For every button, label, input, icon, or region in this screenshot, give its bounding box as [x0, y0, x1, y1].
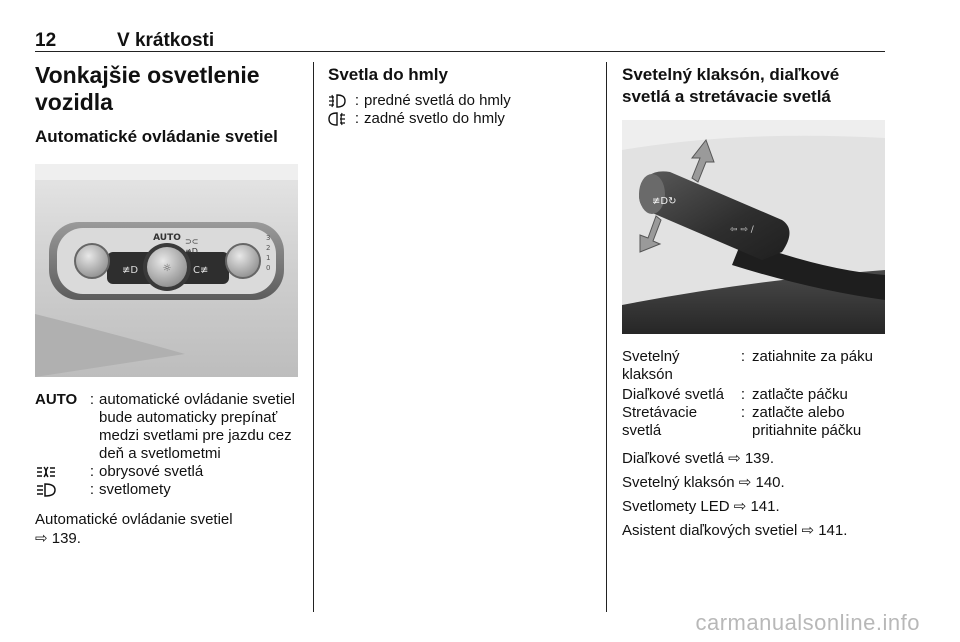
- column-exterior-lighting: [35, 62, 300, 548]
- legend-colon: :: [354, 110, 360, 127]
- photo-auto-label: AUTO: [153, 233, 181, 243]
- legend-row-headlights: [35, 481, 300, 499]
- legend-desc: zatlačte páčku: [752, 386, 848, 403]
- legend-desc: obrysové svetlá: [99, 463, 204, 480]
- svg-text:C≢: C≢: [193, 265, 209, 276]
- legend-desc: zatlačte alebo pritiahnite páčku: [752, 404, 862, 439]
- watermark: carmanualsonline.info: [695, 610, 920, 635]
- legend-row-high-beam: [622, 386, 886, 404]
- page-arrow-icon: ⇨: [728, 450, 741, 467]
- legend-row-rear-fog: [328, 110, 598, 128]
- svg-text:≢D: ≢D: [122, 265, 139, 276]
- headlights-icon: [35, 481, 85, 499]
- reference-page: 141.: [750, 498, 780, 515]
- cross-reference: [35, 510, 300, 548]
- lever-legend: [622, 348, 886, 440]
- column-headlight-flash: [622, 62, 886, 540]
- reference-text: Asistent diaľkových svetiel: [622, 522, 798, 539]
- photo-ring-label: 1: [266, 254, 271, 262]
- front-fog-icon: [328, 92, 350, 110]
- subsection-title: Automatické ovládanie svetiel: [35, 127, 278, 146]
- turn-signal-lever-photo: [622, 120, 885, 334]
- legend-colon: :: [89, 481, 95, 498]
- photo-ring-label: 0: [266, 264, 271, 272]
- header-rule: [35, 51, 885, 52]
- parking-lights-icon: [35, 463, 85, 481]
- fog-lights-legend: [328, 92, 598, 128]
- light-switch-legend: [35, 391, 300, 499]
- rear-fog-icon: [328, 110, 350, 128]
- legend-colon: :: [740, 386, 746, 403]
- column-divider-1: [313, 62, 314, 612]
- reference-page: 141.: [818, 522, 848, 539]
- running-title: V krátkosti: [117, 30, 215, 51]
- legend-desc: zadné svetlo do hmly: [364, 110, 505, 127]
- column-divider-2: [606, 62, 607, 612]
- reference-text: Svetlomety LED: [622, 498, 730, 515]
- legend-colon: :: [354, 92, 360, 109]
- photo-ring-label: 2: [266, 244, 271, 252]
- legend-desc: predné svetlá do hmly: [364, 92, 511, 109]
- legend-colon: :: [89, 391, 95, 408]
- svg-text:⊃⊂: ⊃⊂: [185, 237, 199, 246]
- subsection-title: Svetla do hmly: [328, 65, 448, 84]
- legend-colon: :: [89, 463, 95, 480]
- reference-text: Automatické ovládanie svetiel: [35, 511, 233, 528]
- column-fog-lights: [328, 62, 598, 128]
- legend-term: Diaľkové svetlá: [622, 386, 724, 403]
- page-number: 12: [35, 30, 57, 51]
- reference-page: 139.: [51, 530, 81, 547]
- legend-colon: :: [740, 348, 746, 365]
- reference-text: Svetelný klaksón: [622, 474, 735, 491]
- legend-desc: automatické ovládanie svetiel bude automaticky prepínať medzi svetlami pre jazdu cez deň a svetlometmi: [99, 391, 295, 462]
- reference-list: [622, 449, 886, 540]
- reference-text: Diaľkové svetlá: [622, 450, 724, 467]
- page-arrow-icon: ⇨: [801, 522, 815, 539]
- cross-reference: [622, 497, 886, 516]
- legend-term: Stretávacie svetlá: [622, 404, 698, 439]
- photo-ring-label: 3: [266, 234, 271, 242]
- svg-text:☼: ☼: [162, 263, 172, 274]
- svg-text:≢D: ≢D: [185, 247, 198, 256]
- cross-reference: [622, 521, 886, 540]
- page-arrow-icon: ⇨: [35, 530, 48, 547]
- legend-row-parking-lights: [35, 463, 300, 481]
- legend-row-front-fog: [328, 92, 598, 110]
- cross-reference: [622, 473, 886, 492]
- subsection-title: Svetelný klaksón, diaľkové svetlá a stretávacie svetlá: [622, 65, 840, 106]
- cross-reference: [622, 449, 886, 468]
- legend-desc: svetlomety: [99, 481, 171, 498]
- legend-term: Svetelný klaksón: [622, 348, 680, 383]
- legend-desc: zatiahnite za páku: [752, 348, 873, 365]
- legend-colon: :: [740, 404, 746, 421]
- reference-page: 140.: [755, 474, 785, 491]
- svg-text:⇦ ⇨ /: ⇦ ⇨ /: [730, 225, 754, 235]
- light-switch-photo: [35, 164, 298, 377]
- reference-page: 139.: [744, 450, 775, 467]
- page-arrow-icon: ⇨: [733, 498, 747, 515]
- page-arrow-icon: ⇨: [738, 474, 752, 491]
- legend-row-flash: [622, 348, 886, 384]
- section-title: Vonkajšie osvetlenie vozidla: [35, 62, 260, 115]
- legend-term: AUTO: [35, 391, 78, 408]
- legend-row-auto: [35, 391, 300, 463]
- page-header: [35, 30, 885, 52]
- legend-row-low-beam: [622, 404, 886, 440]
- svg-text:≢D↻: ≢D↻: [652, 196, 677, 207]
